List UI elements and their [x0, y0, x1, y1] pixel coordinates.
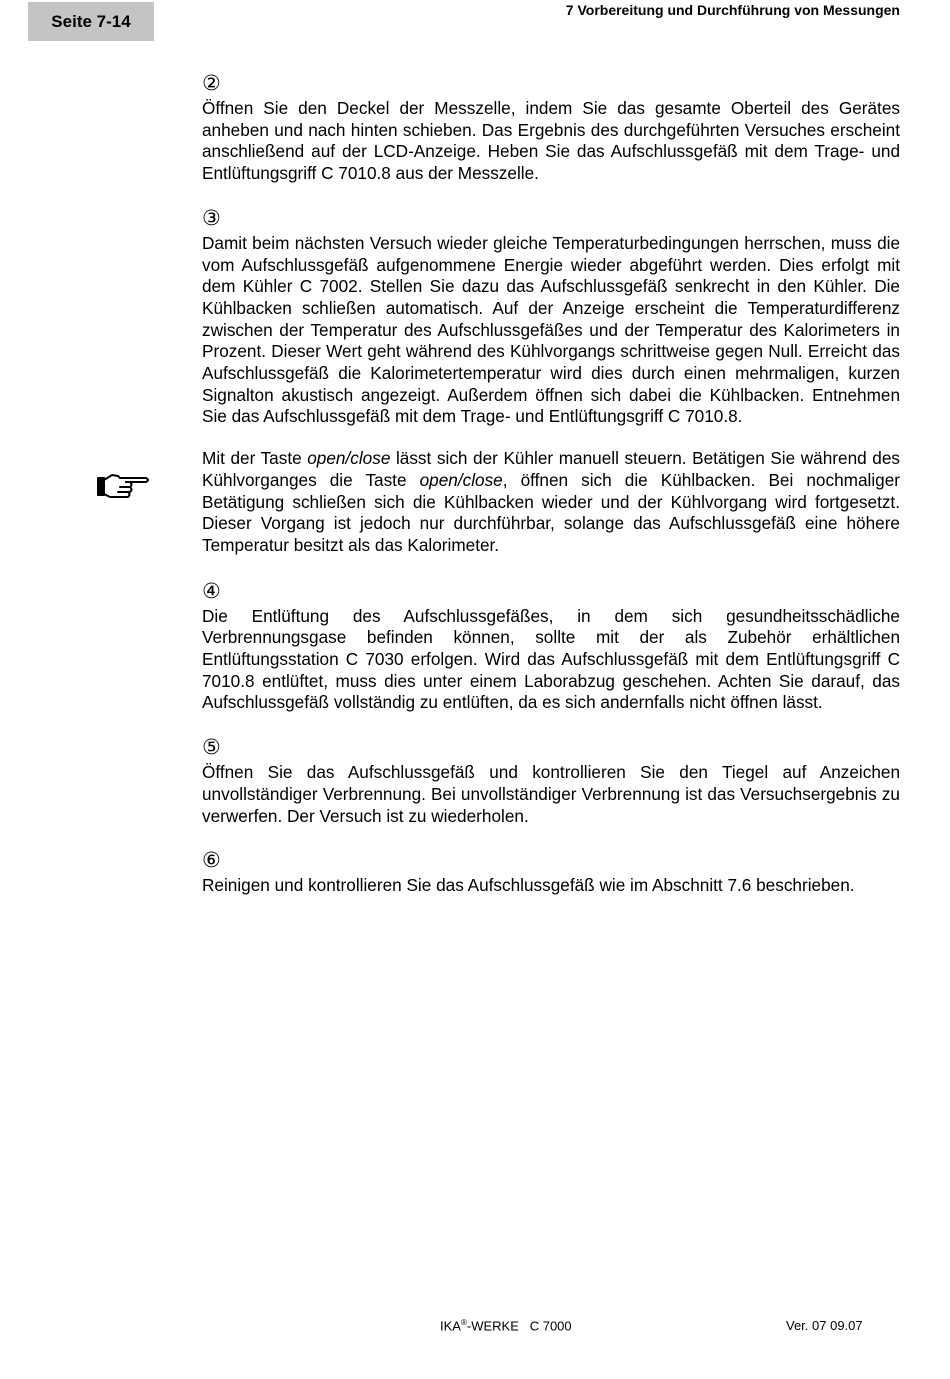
- pointing-hand-icon: [96, 470, 152, 500]
- note-text-1: Mit der Taste: [202, 448, 308, 469]
- step-number-5: ⑤: [202, 735, 221, 760]
- chapter-title: 7 Vorbereitung und Durchführung von Messungen: [565, 2, 900, 18]
- brand-name: IKA: [440, 1318, 461, 1334]
- note-key-name-1: open/close: [307, 448, 391, 469]
- step-3-text: Damit beim nächsten Versuch wieder gleiche Temperaturbedingungen herrschen, muss die vom Aufschlussgefäß aufgenommene Energie wieder abgeführt werden. Dies erfolgt mit dem Kühler C 7002. Stellen Sie dazu das Aufschlussgefäß senkrecht in den Kühler. Die Kühlbacken schließen automatisch. Auf der Anzeige erscheint die Temperaturdifferenz zwischen der Temperatur des Aufschlussgefäßes und der Temperatur des Kalorimeters in Prozent. Dieser Wert geht während des Kühlvorgangs schrittweise gegen Null. Erreicht das Aufschlussgefäß die Kalorimetertemperatur wird dies durch einen mehrmaligen, kurzen Signalton akustisch angezeigt. Außerdem öffnen sich dabei die Kühlbacken. Entnehmen Sie das Aufschlussgefäß mit dem Trage- und Entlüftungsgriff C 7010.8.: [202, 232, 900, 427]
- footer-version: Ver. 07 09.07: [786, 1318, 863, 1333]
- step-3: [202, 205, 900, 428]
- step-number-6: ⑥: [202, 848, 221, 873]
- step-4: [202, 578, 900, 715]
- note-paragraph: [202, 448, 900, 557]
- note-text-2: lässt sich der Kühler manuell steuern. Betätigen Sie während des Kühlvorganges die Taste: [202, 448, 900, 490]
- note-key-name-2: open/close: [419, 469, 503, 490]
- step-2-text: Öffnen Sie den Deckel der Messzelle, indem Sie das gesamte Oberteil des Gerätes anheben und nach hinten schieben. Das Ergebnis des durchgeführten Versuches erscheint anschließend auf der LCD-Anzeige. Heben Sie das Aufschlussgefäß mit dem Trage- und Entlüftungsgriff C 7010.8 aus der Messzelle.: [202, 98, 900, 184]
- step-number-3: ③: [202, 205, 221, 230]
- footer-brand: [440, 1318, 572, 1333]
- note-text-3: , öffnen sich die Kühlbacken. Bei nochmaliger Betätigung schließen sich die Kühlbacken wieder und der Kühlvorgang wird fortgesetzt. Dieser Vorgang ist jedoch nur durchführbar, solange das Aufschlussgefäß eine höhere Temperatur besitzt als das Kalorimeter.: [202, 469, 900, 555]
- step-2: [202, 70, 900, 185]
- step-5-text: Öffnen Sie das Aufschlussgefäß und kontrollieren Sie den Tiegel auf Anzeichen unvollständiger Verbrennung. Bei unvollständiger Verbrennung ist das Versuchsergebnis zu verwerfen. Der Versuch ist zu wiederholen.: [202, 762, 900, 826]
- step-5: [202, 734, 900, 827]
- page-number-label: Seite 7-14: [28, 2, 154, 41]
- step-number-2: ②: [202, 71, 221, 95]
- step-6: [202, 847, 900, 897]
- step-6-text: Reinigen und kontrollieren Sie das Aufschlussgefäß wie im Abschnitt 7.6 beschrieben.: [202, 875, 855, 896]
- document-body: [202, 70, 900, 917]
- step-number-4: ④: [202, 578, 221, 603]
- step-4-text: Die Entlüftung des Aufschlussgefäßes, in dem sich gesundheitsschädliche Verbrennungsgase befinden können, sollte mit der als Zubehör erhältlichen Entlüftungsstation C 7030 erfolgen. Wird das Aufschlussgefäß mit dem Entlüftungsgriff C 7010.8 entlüftet, muss dies unter einem Laborabzug geschehen. Achten Sie darauf, das Aufschlussgefäß vollständig zu entlüften, da es sich andernfalls nicht öffnen lässt.: [202, 605, 900, 713]
- brand-model: -WERKE C 7000: [466, 1318, 572, 1334]
- registered-mark: ®: [460, 1318, 467, 1327]
